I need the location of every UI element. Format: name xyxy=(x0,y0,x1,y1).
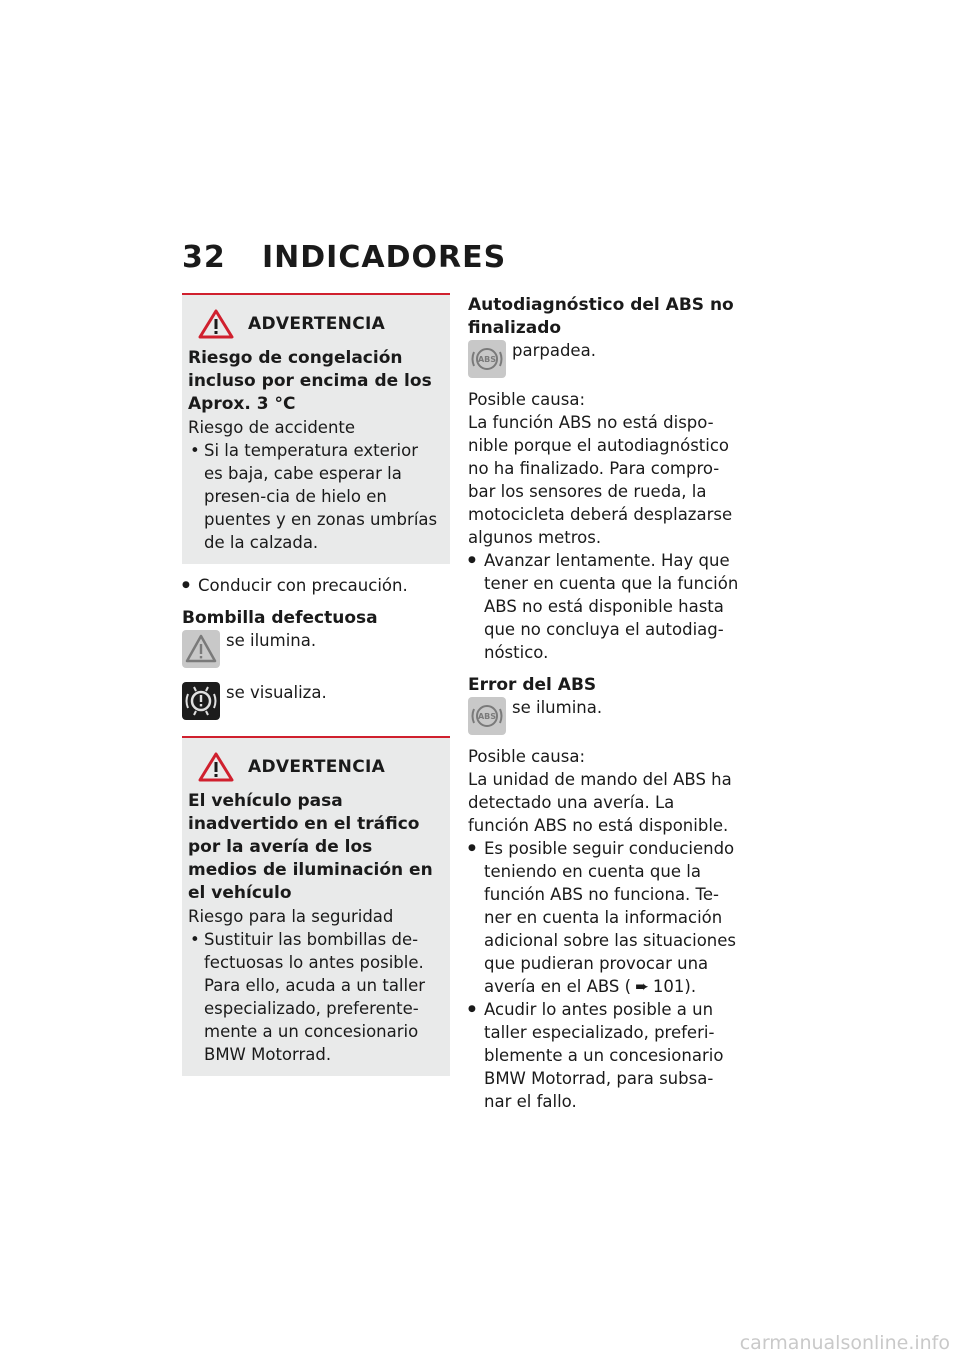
warning-label: ADVERTENCIA xyxy=(248,313,386,334)
page-title: INDICADORES xyxy=(262,240,507,275)
lamp-row-2 xyxy=(182,682,450,720)
action-item: ● Avanzar lentamente. Hay que tener en cuenta que la función ABS no está disponible hasta que no concluya el autodiag-nóstico. xyxy=(468,549,740,664)
page-number: 32 xyxy=(182,240,226,275)
abs-row-1 xyxy=(468,340,740,378)
section-title-bulb: Bombilla defectuosa xyxy=(182,608,378,628)
action-item: ● Conducir con precaución. xyxy=(182,574,450,597)
watermark: carmanualsonline.info xyxy=(739,1332,950,1354)
abs-icon-text-2: se ilumina. xyxy=(512,698,603,717)
abs-icon-label: ABS xyxy=(477,712,497,721)
warning-bullet: • Sustituir las bombillas de-fectuosas lo antes posible. Para ello, acuda a un taller especializado, preferente-mente a un concesionario BMW Motorrad. xyxy=(188,928,440,1066)
lamp-text-1: se ilumina. xyxy=(226,631,317,650)
section-title-abs-selftest: Autodiagnóstico del ABS no finalizado xyxy=(468,295,734,338)
lamp-text-2: se visualiza. xyxy=(226,683,327,702)
cause-text: La unidad de mando del ABS ha detectado una avería. La función ABS no está disponible. xyxy=(468,770,732,835)
warning-label: ADVERTENCIA xyxy=(248,756,386,777)
bulb-defect-icon xyxy=(182,682,220,720)
lamp-row-1 xyxy=(182,630,450,668)
action-item xyxy=(468,837,740,998)
abs-icon-text-1: parpadea. xyxy=(512,341,596,360)
warning-subtitle: Riesgo de accidente xyxy=(188,418,356,437)
warning-box-lighting xyxy=(182,736,450,1076)
section-title-abs-error: Error del ABS xyxy=(468,675,597,695)
page-reference-link[interactable]: ( ➨ 101). xyxy=(624,977,697,996)
warning-title: Riesgo de congelación incluso por encima de los Aprox. 3 °C xyxy=(188,348,432,414)
abs-icon-label: ABS xyxy=(477,355,497,364)
warning-title: El vehículo pasa inadvertido en el tráfico por la avería de los medios de iluminación en el vehículo xyxy=(188,791,433,903)
page-reference: 101). xyxy=(652,977,697,996)
page-header xyxy=(182,240,506,275)
arrow-right-icon: ➨ xyxy=(635,977,649,996)
abs-lamp-icon xyxy=(468,697,506,735)
cause-text: La función ABS no está dispo-nible porque el autodiagnóstico no ha finalizado. Para compro-bar los sensores de rueda, la motocicleta deberá desplazarse algunos metros. xyxy=(468,413,733,547)
action-text: Es posible seguir conduciendo teniendo en cuenta que la función ABS no funciona. Te-ner en cuenta la información adicional sobre las situaciones que pudieran provocar una avería en el ABS xyxy=(484,839,737,996)
abs-lamp-icon xyxy=(468,340,506,378)
warning-triangle-icon xyxy=(198,752,234,782)
action-item: ● Acudir lo antes posible a un taller especializado, preferi-blemente a un concesionario BMW Motorrad, para subsa-nar el fallo. xyxy=(468,998,740,1113)
cause-label: Posible causa: xyxy=(468,747,585,766)
right-column xyxy=(468,294,740,1113)
cause-label: Posible causa: xyxy=(468,390,585,409)
left-column xyxy=(182,293,450,1076)
abs-row-2 xyxy=(468,697,740,735)
general-warning-lamp-icon xyxy=(182,630,220,668)
warning-bullet: • Si la temperatura exterior es baja, cabe esperar la presen-cia de hielo en puentes y en zonas umbrías de la calzada. xyxy=(188,439,440,554)
warning-subtitle: Riesgo para la seguridad xyxy=(188,907,394,926)
warning-box-ice xyxy=(182,293,450,564)
warning-triangle-icon xyxy=(198,309,234,339)
